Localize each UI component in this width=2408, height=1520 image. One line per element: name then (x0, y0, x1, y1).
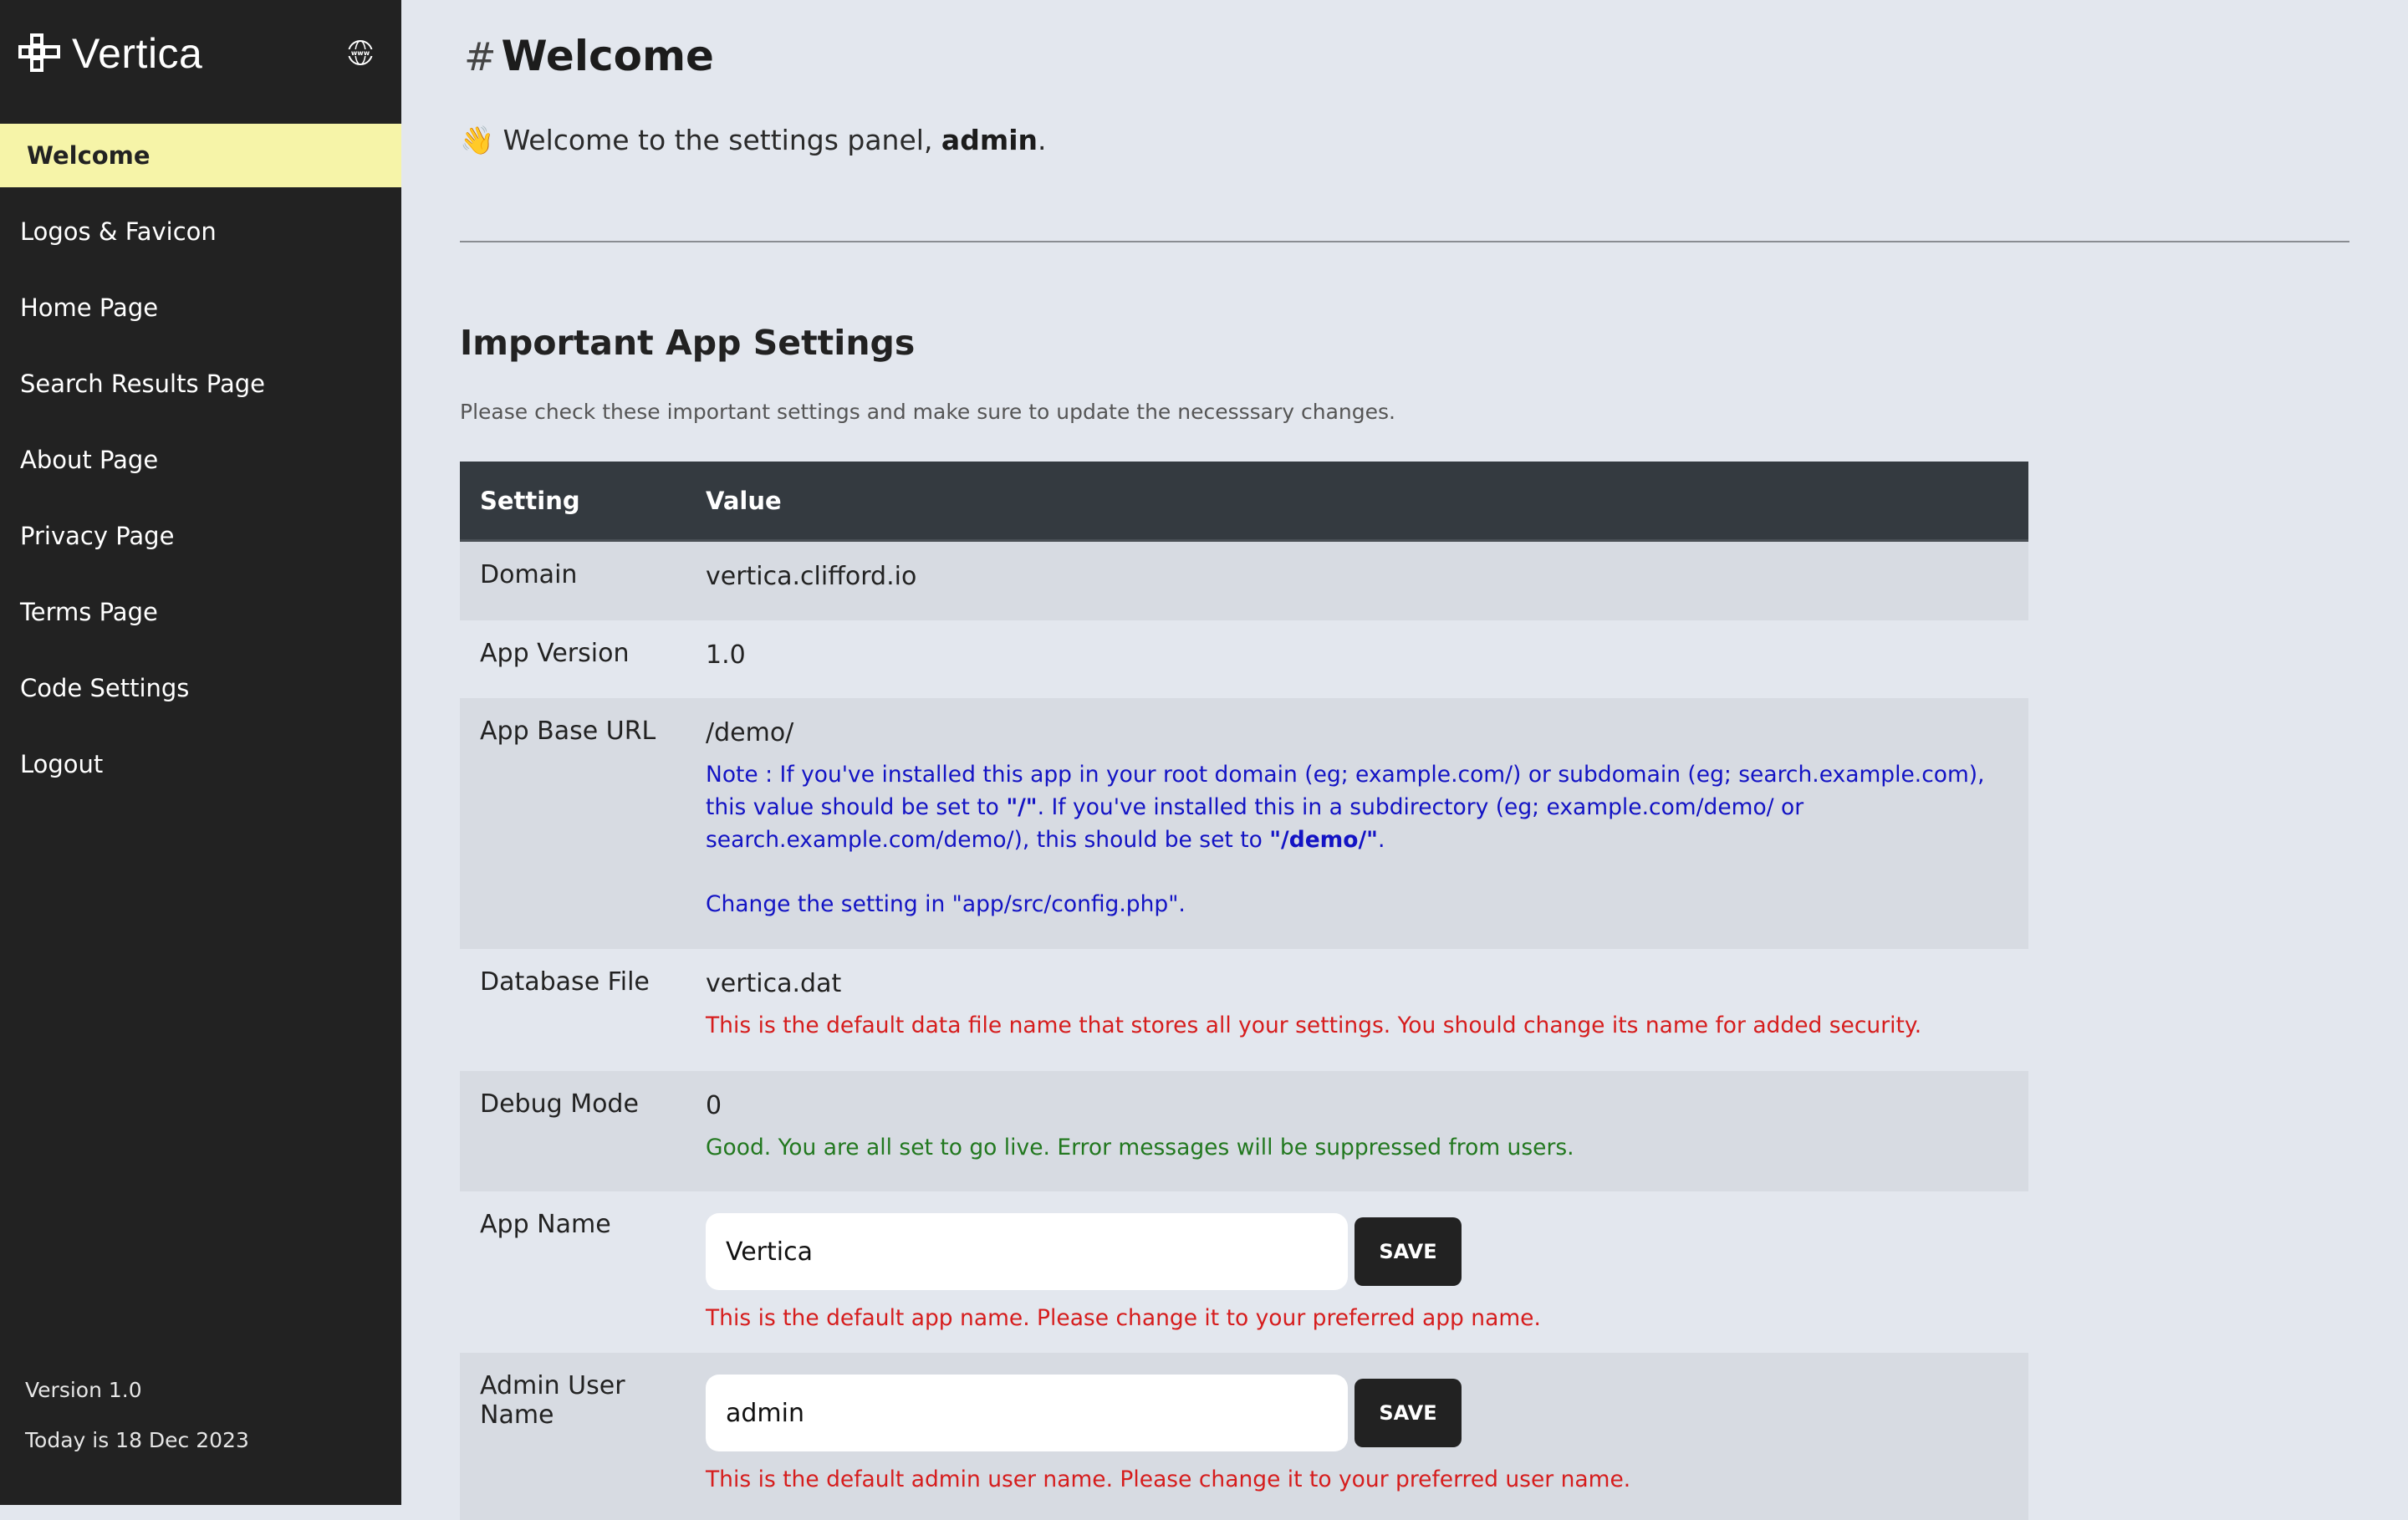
section-description: Please check these important settings and make sure to update the necesssary changes. (460, 400, 1395, 424)
sidebar-nav (0, 124, 401, 808)
sidebar-item-terms-page[interactable]: Terms Page (20, 598, 158, 626)
sidebar-item-logos-favicon[interactable]: Logos & Favicon (20, 217, 217, 246)
setting-label: Domain (480, 560, 578, 589)
sidebar-footer (25, 1378, 249, 1478)
sidebar-item-home-page[interactable]: Home Page (20, 293, 159, 322)
setting-label: App Base URL (480, 717, 656, 746)
today-label: Today is 18 Dec 2023 (25, 1428, 249, 1452)
table-row-app-version (460, 620, 2028, 698)
sidebar-item-privacy-page[interactable]: Privacy Page (20, 522, 175, 550)
note-text: Note : If you've installed this app in your root domain (eg; example.com/) or subdomain (eg; search.example.com), this value should be set to (706, 762, 1985, 820)
admin-user-form (706, 1375, 1995, 1451)
globe-www-icon[interactable] (346, 38, 375, 67)
base-url-change-note: Change the setting in "app/src/config.php". (706, 891, 1186, 917)
app-name-warning: This is the default app name. Please change it to your preferred app name. (706, 1305, 1541, 1331)
setting-value: /demo/ (706, 718, 794, 747)
table-header (460, 462, 2028, 542)
app-name-form (706, 1213, 1995, 1290)
sidebar-item-welcome[interactable]: Welcome (0, 124, 401, 187)
base-url-note (706, 758, 1995, 856)
setting-value: vertica.clifford.io (706, 562, 917, 591)
setting-value: 1.0 (706, 640, 746, 670)
welcome-user: admin (941, 124, 1038, 156)
section-title: Important App Settings (460, 323, 916, 363)
sidebar-item-code-settings[interactable]: Code Settings (20, 674, 190, 702)
note-text: . If you've installed this in a subdirectory (eg; example.com/demo/ or search.example.com/demo/), this should be set to (706, 794, 1804, 853)
sidebar (0, 0, 401, 1505)
welcome-prefix: Welcome to the settings panel, (503, 124, 941, 156)
database-warning: This is the default data file name that stores all your settings. You should change its name for added security. (706, 1012, 1922, 1038)
note-text: . (1377, 827, 1385, 853)
setting-label: App Name (480, 1210, 611, 1239)
table-row-domain (460, 542, 2028, 620)
save-app-name-button[interactable]: SAVE (1354, 1217, 1462, 1286)
main-content (401, 0, 2408, 1505)
version-label: Version 1.0 (25, 1378, 142, 1402)
divider (460, 241, 2349, 242)
table-row-app-name (460, 1191, 2028, 1353)
table-row-debug (460, 1071, 2028, 1191)
setting-value: 0 (706, 1091, 722, 1120)
app-name-input[interactable] (706, 1213, 1348, 1290)
vertica-logo-icon (18, 32, 62, 75)
welcome-message (460, 124, 1047, 157)
settings-table (460, 462, 2028, 1520)
setting-label: Admin User Name (480, 1371, 625, 1430)
brand[interactable] (18, 28, 202, 79)
setting-value: vertica.dat (706, 969, 842, 998)
welcome-suffix: . (1038, 124, 1047, 156)
svg-text:www: www (350, 49, 370, 57)
sidebar-item-search-results-page[interactable]: Search Results Page (20, 370, 265, 398)
sidebar-item-logout[interactable]: Logout (20, 750, 104, 778)
debug-ok-note: Good. You are all set to go live. Error messages will be suppressed from users. (706, 1135, 1574, 1160)
wave-icon: 👋 (460, 124, 495, 156)
page-title (464, 32, 714, 80)
brand-name: Vertica (72, 30, 203, 77)
note-subdir-value: "/demo/" (1269, 827, 1378, 853)
setting-label: Database File (480, 967, 650, 997)
save-admin-user-button[interactable]: SAVE (1354, 1379, 1462, 1447)
admin-user-input[interactable] (706, 1375, 1348, 1451)
sidebar-item-about-page[interactable]: About Page (20, 446, 159, 474)
setting-label: App Version (480, 639, 630, 668)
setting-label: Debug Mode (480, 1089, 639, 1119)
admin-user-warning: This is the default admin user name. Please change it to your preferred user name. (706, 1466, 1631, 1492)
note-root-value: "/" (1006, 794, 1038, 820)
header-setting: Setting (480, 486, 580, 515)
table-row-admin-user (460, 1353, 2028, 1520)
table-row-database (460, 949, 2028, 1071)
header-value: Value (706, 486, 782, 515)
table-row-base-url (460, 698, 2028, 949)
page-title-text: Welcome (501, 32, 714, 80)
hash-icon: # (464, 34, 497, 79)
